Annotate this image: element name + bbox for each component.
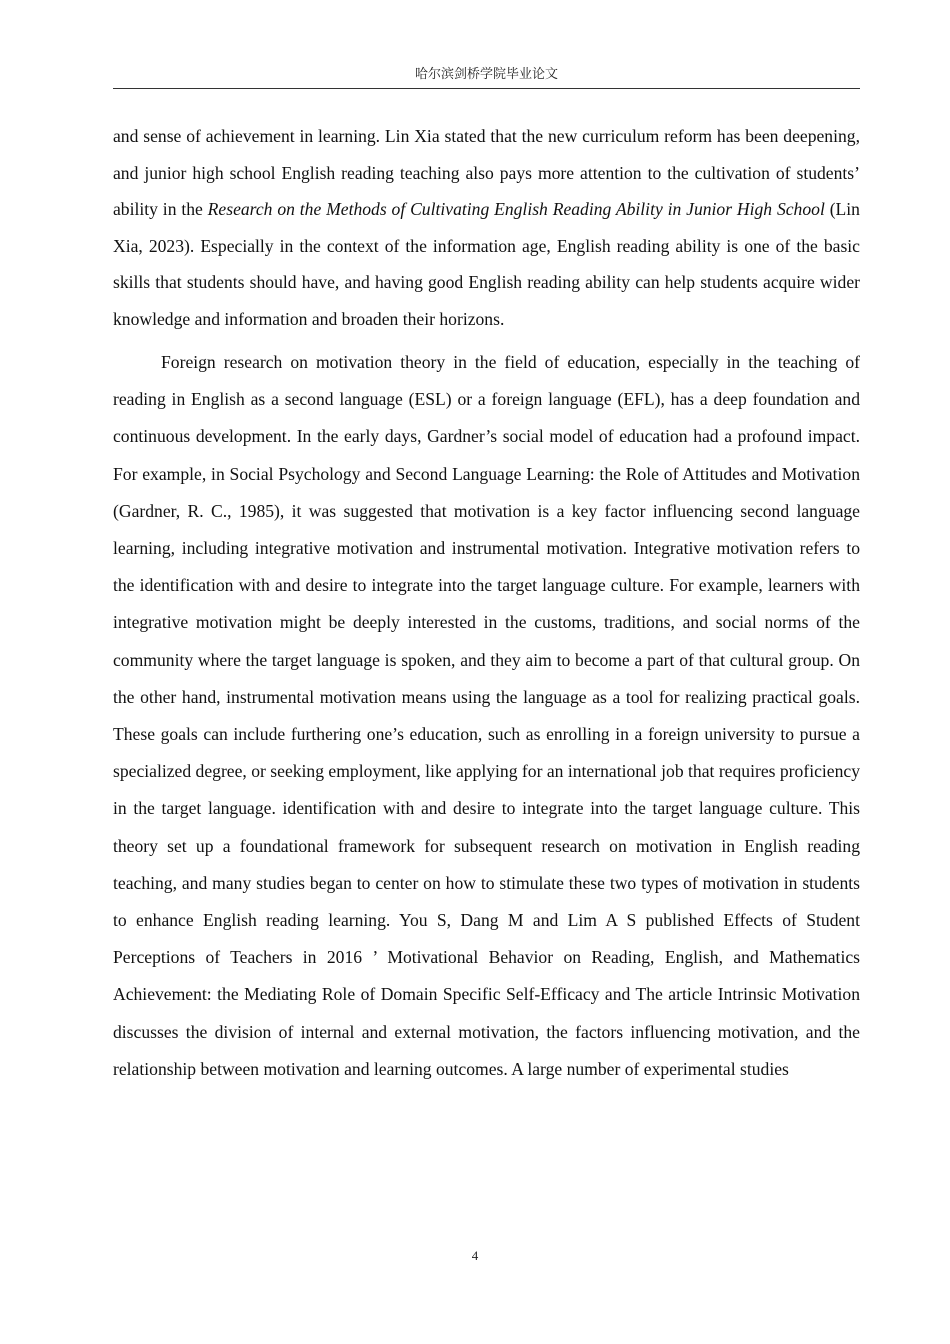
paragraph-1 (113, 118, 860, 337)
cited-title: Research on the Methods of Cultivating English Reading Ability in Junior High School (207, 199, 825, 219)
paragraph-1-lead: and sense of achievement in learning. Lin Xia stated that the new curriculum reform has been deepening, and junior high school English reading teaching also pays more attention to the cultivation of students’ ability in the (113, 126, 860, 219)
paragraph-1-tail: (Lin Xia, 2023). Especially in the context of the information age, English reading ability is one of the basic skills that students should have, and having good English reading ability can help students acquire wider knowledge and information and broaden their horizons. (113, 199, 860, 329)
body-text (113, 118, 860, 1088)
page-number: 4 (471, 1248, 479, 1263)
paragraph-2: Foreign research on motivation theory in the field of education, especially in the teaching of reading in English as a second language (ESL) or a foreign language (EFL), has a deep foundation and continuous development. In the early days, Gardner’s social model of education had a profound impact. For example, in Social Psychology and Second Language Learning: the Role of Attitudes and Motivation (Gardner, R. C., 1985), it was suggested that motivation is a key factor influencing second language learning, including integrative motivation and instrumental motivation. Integrative motivation refers to the identification with and desire to integrate into the target language culture. For example, learners with integrative motivation might be deeply interested in the customs, traditions, and social norms of the community where the target language is spoken, and they aim to become a part of that cultural group. On the other hand, instrumental motivation means using the language as a tool for realizing practical goals. These goals can include furthering one’s education, such as enrolling in a foreign university to pursue a specialized degree, or seeking employment, like applying for an international job that requires proficiency in the target language. identification with and desire to integrate into the target language culture. This theory set up a foundational framework for subsequent research on motivation in English reading teaching, and many studies began to center on how to stimulate these two types of motivation in students to enhance English reading learning. You S, Dang M and Lim A S published Effects of Student Perceptions of Teachers in 2016 ’ Motivational Behavior on Reading, English, and Mathematics Achievement: the Mediating Role of Domain Specific Self-Efficacy and The article Intrinsic Motivation discusses the division of internal and external motivation, the factors influencing motivation, and the relationship between motivation and learning outcomes. A large number of experimental studies (113, 352, 860, 1079)
header-rule (113, 88, 860, 89)
page-header: 哈尔滨剑桥学院毕业论文 (414, 67, 558, 82)
